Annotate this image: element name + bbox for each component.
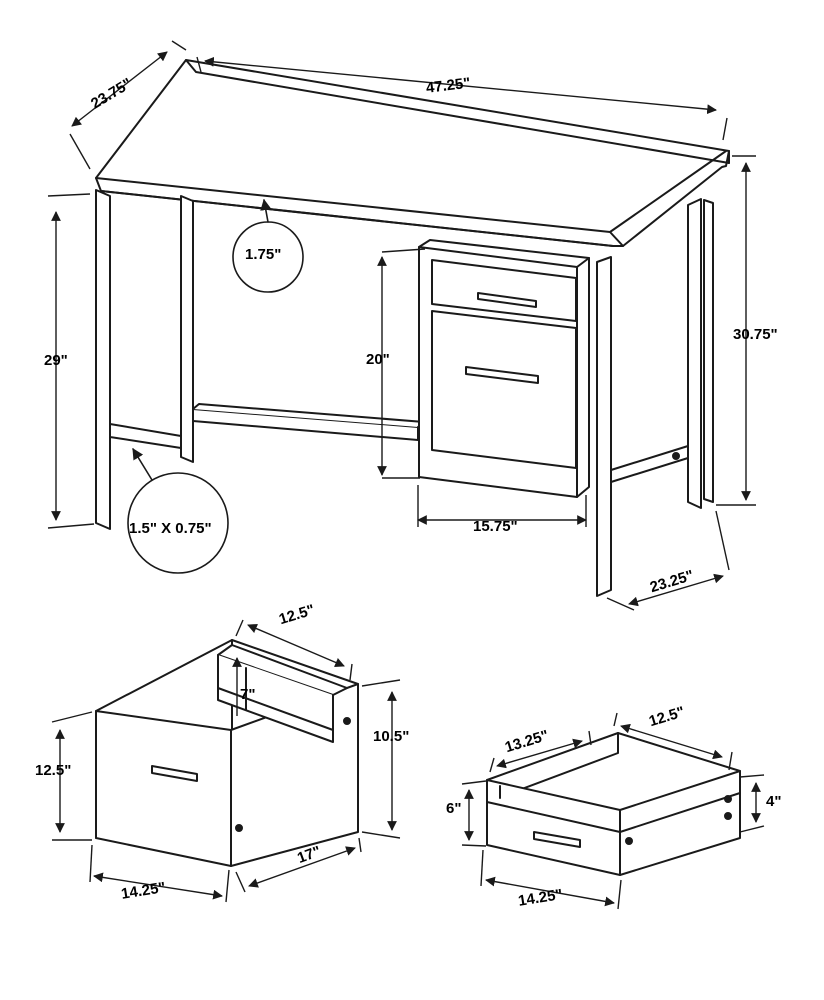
dimension-label-small-drawer-inner-width: 12.5" <box>647 703 687 731</box>
dimension-label-file-drawer-front-height: 12.5" <box>35 762 72 779</box>
dimension-label-file-drawer-side-height: 10.5" <box>373 728 410 745</box>
dimension-label-small-drawer-back-width: 13.25" <box>503 726 551 757</box>
dimension-label-pedestal-width: 15.75" <box>473 518 518 535</box>
dimension-label-drawer-stack-height: 20" <box>366 351 390 368</box>
dimension-label-top-thickness: 1.75" <box>245 246 282 263</box>
dimension-label-rail-section: 1.5" X 0.75" <box>129 520 212 537</box>
small-drawer-view <box>487 733 740 875</box>
dimension-label-file-drawer-front-width: 14.25" <box>120 879 167 903</box>
dimension-label-small-drawer-front-width: 14.25" <box>517 886 564 910</box>
file-drawer-view <box>96 640 358 866</box>
dimension-label-small-drawer-side-height: 4" <box>766 793 782 810</box>
dimension-label-depth-top: 23.75" <box>88 75 136 113</box>
dimension-label-side-depth: 23.25" <box>648 566 696 597</box>
dimension-label-file-drawer-inner-width: 12.5" <box>277 601 317 629</box>
dimension-label-file-drawer-inner-depth: 7" <box>240 686 256 703</box>
dimension-label-width-top: 47.25" <box>425 74 472 97</box>
dimension-label-small-drawer-front-height: 6" <box>446 800 462 817</box>
desk-perspective-view <box>96 60 729 596</box>
dimension-label-overall-height: 30.75" <box>733 326 778 343</box>
dimension-label-file-drawer-side-depth: 17" <box>295 842 324 867</box>
dimension-label-leg-height: 29" <box>44 352 68 369</box>
